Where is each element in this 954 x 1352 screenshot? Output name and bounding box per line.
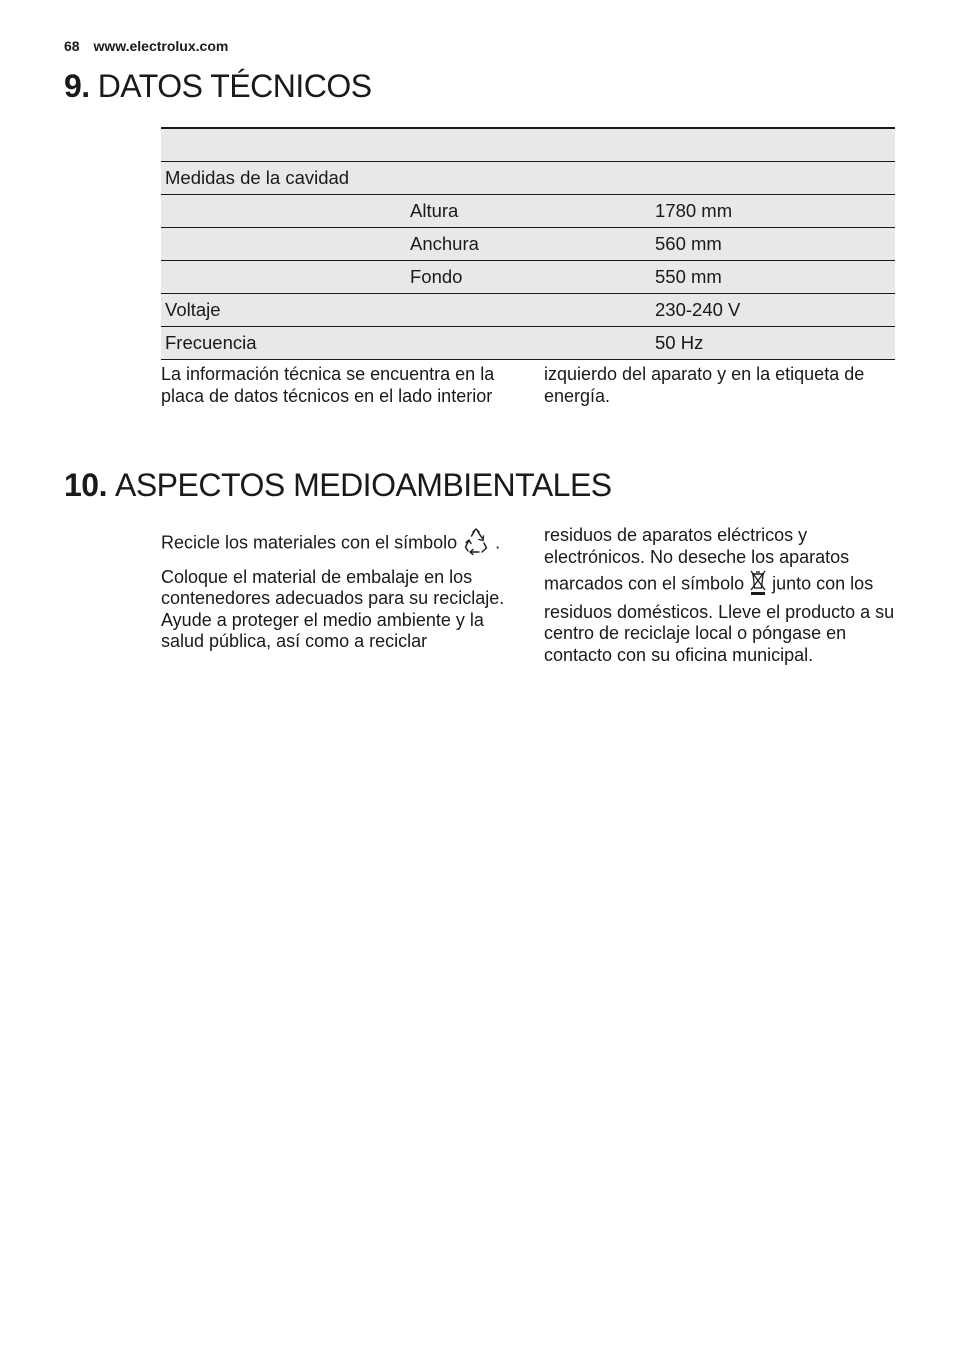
info-left-paragraph: La información técnica se encuentra en la placa de datos técnicos en el lado interior [161, 364, 495, 406]
table-cell: 1780 mm [651, 195, 895, 228]
recycle-icon [462, 527, 490, 561]
section-9-heading: DATOS TÉCNICOS [97, 68, 372, 104]
table-cell: 50 Hz [651, 327, 895, 360]
website-link[interactable]: www.electrolux.com [93, 38, 229, 54]
table-cell [161, 261, 406, 294]
table-cell: 560 mm [651, 228, 895, 261]
table-row [161, 195, 895, 228]
weee-paragraph [544, 525, 895, 666]
table-row [161, 294, 895, 327]
environmental-text [161, 525, 895, 666]
weee-text-end: junto con los residuos domésticos. Lleve el producto a su centro de reciclaje local o póngase en contacto con su oficina municipal. [544, 573, 895, 665]
recycle-text-end: . [495, 532, 501, 553]
table-row [161, 327, 895, 360]
table-cell [651, 162, 895, 195]
page-header [64, 38, 228, 54]
packaging-paragraph: Coloque el material de embalaje en los contenedores adecuados para su reciclaje. [161, 566, 505, 608]
table-cell: Fondo [406, 261, 651, 294]
table-cell [406, 128, 651, 162]
section-10-number: 10. [64, 467, 107, 503]
info-right-paragraph: izquierdo del aparato y en la etiqueta de energía. [544, 364, 865, 406]
protect-paragraph: Ayude a proteger el medio ambiente y la salud pública, así como a reciclar [161, 609, 484, 651]
crossed-bin-icon [749, 568, 767, 602]
table-row [161, 261, 895, 294]
table-cell [651, 128, 895, 162]
recycle-paragraph [161, 527, 512, 561]
table-cell [161, 195, 406, 228]
page-number: 68 [64, 38, 80, 54]
table-cell: Anchura [406, 228, 651, 261]
table-cell: Altura [406, 195, 651, 228]
table-row [161, 128, 895, 162]
table-row [161, 228, 895, 261]
table-cell: Frecuencia [161, 327, 406, 360]
section-10-title [64, 467, 612, 504]
section-9-number: 9. [64, 68, 90, 104]
weee-text: residuos de aparatos eléctricos y electrónicos. No deseche los aparatos marcados con el símbolo [544, 525, 850, 594]
table-cell: 550 mm [651, 261, 895, 294]
table-cell: Medidas de la cavidad [161, 162, 406, 195]
table-cell [406, 162, 651, 195]
table-cell [161, 228, 406, 261]
recycle-text: Recicle los materiales con el símbolo [161, 532, 458, 553]
table-row [161, 162, 895, 195]
table-cell: 230-240 V [651, 294, 895, 327]
technical-info-text [161, 364, 895, 407]
table-cell [161, 128, 406, 162]
table-cell: Voltaje [161, 294, 406, 327]
technical-data-table [161, 127, 895, 360]
section-10-heading: ASPECTOS MEDIOAMBIENTALES [114, 467, 612, 503]
table-cell [406, 327, 651, 360]
section-9-title [64, 68, 372, 105]
table-cell [406, 294, 651, 327]
